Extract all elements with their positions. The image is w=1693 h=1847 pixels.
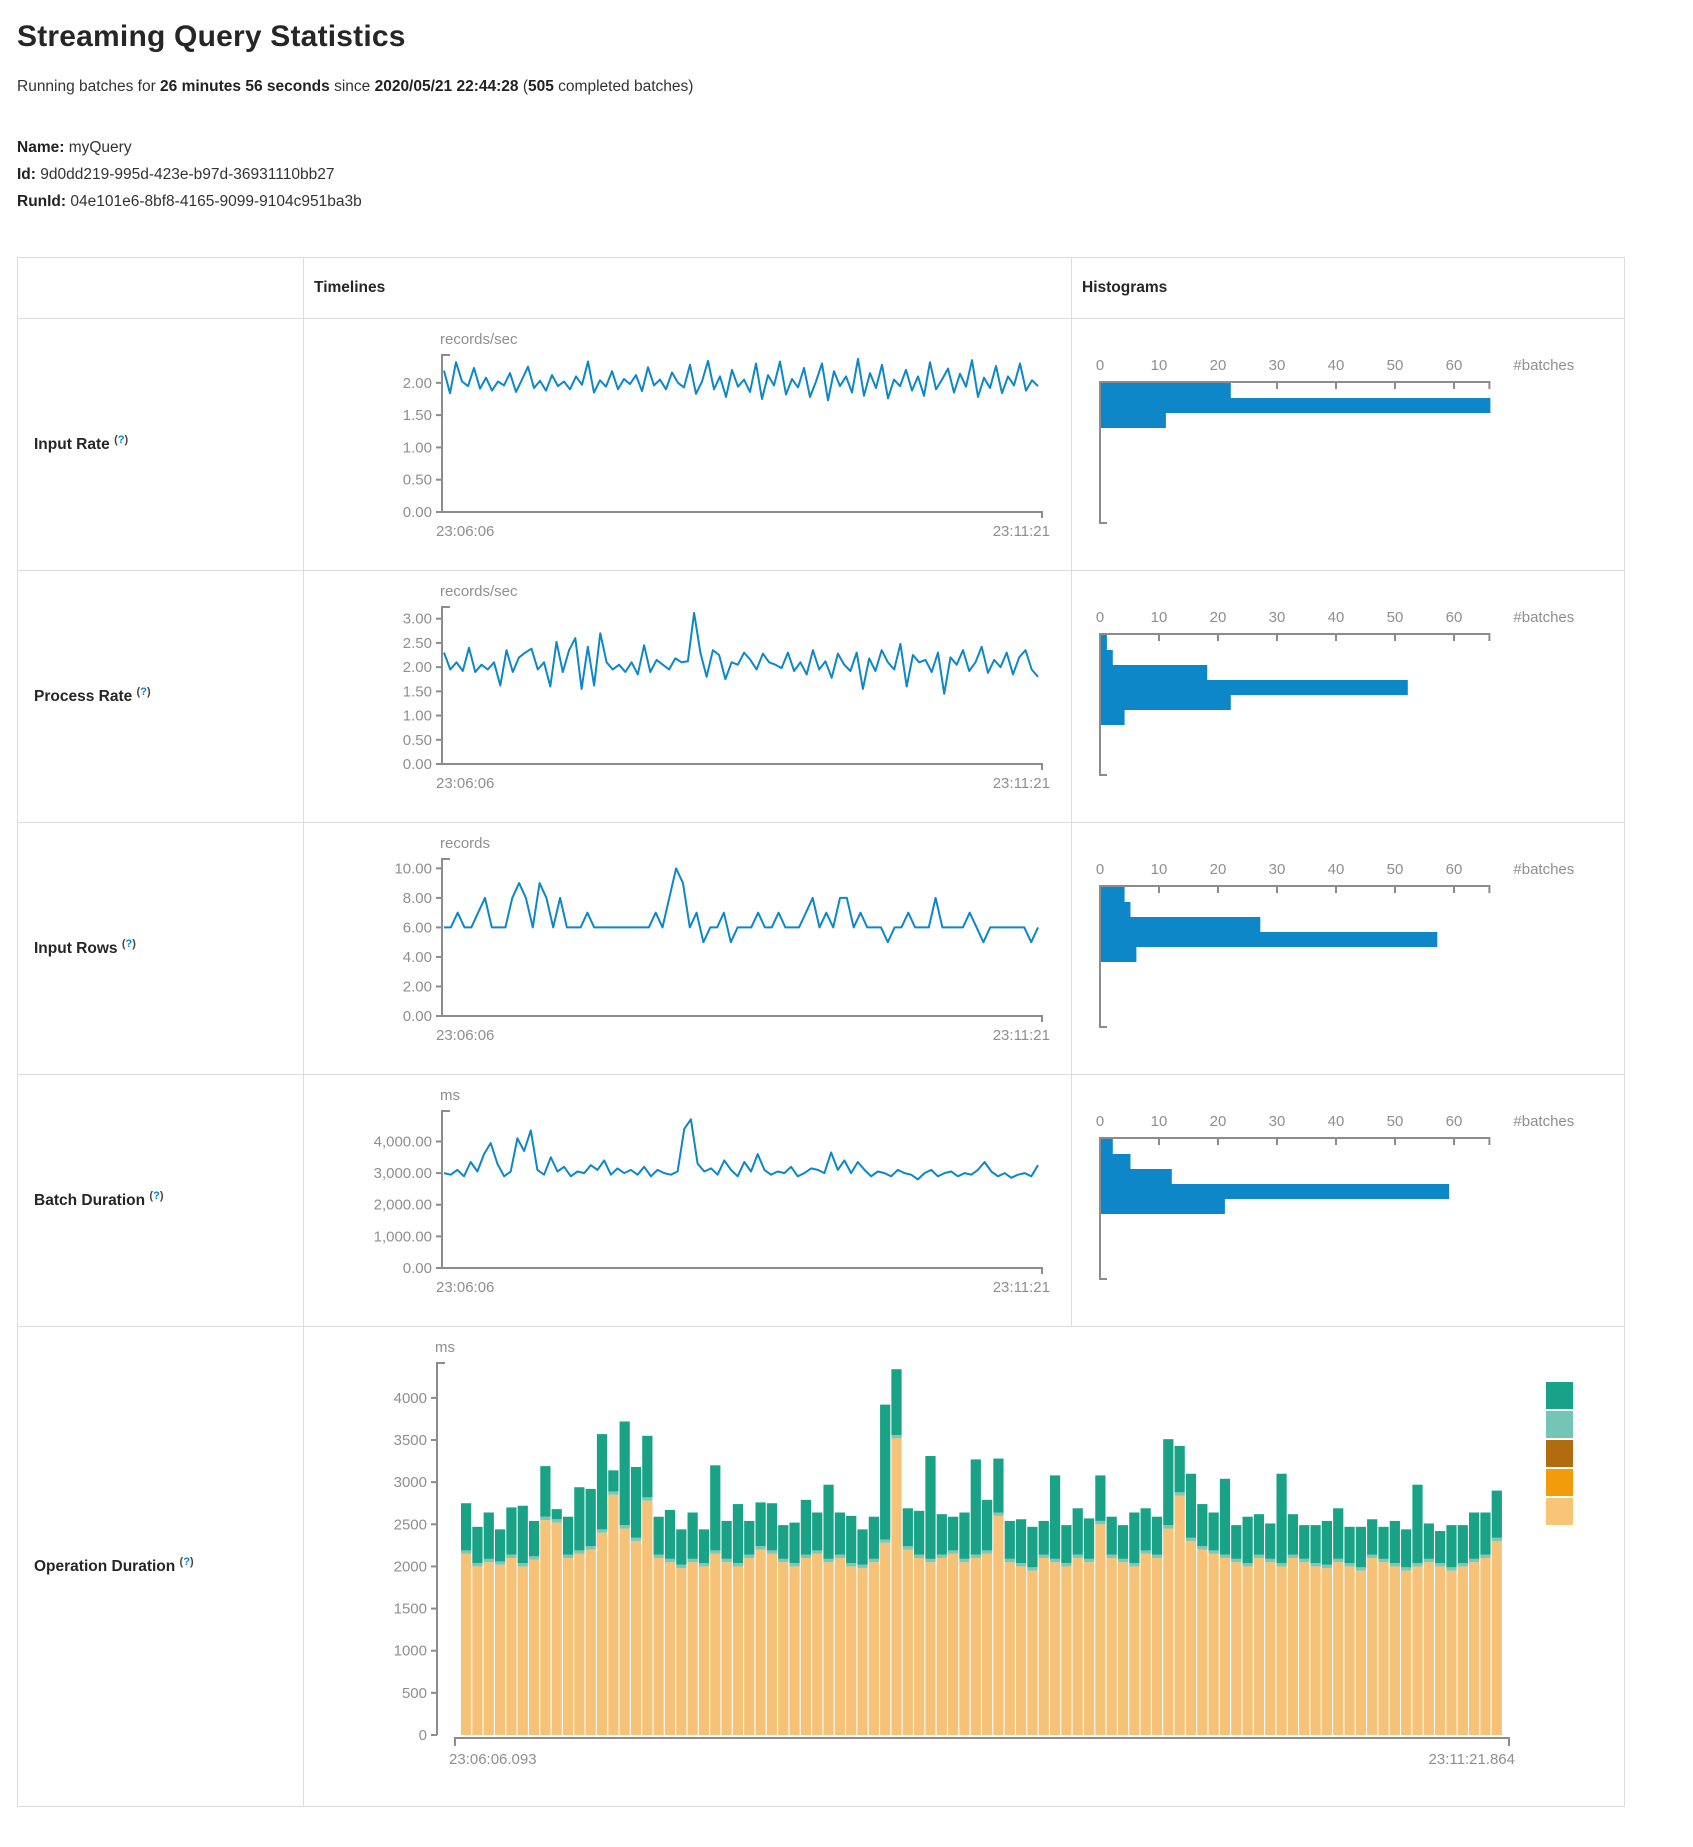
svg-text:2.50: 2.50 bbox=[402, 634, 432, 652]
svg-text:ms: ms bbox=[435, 1339, 455, 1356]
legend-swatch-4 bbox=[1546, 1498, 1573, 1525]
query-name-line bbox=[17, 134, 1693, 161]
running-batches-summary bbox=[17, 78, 1693, 96]
svg-text:0: 0 bbox=[1095, 861, 1105, 878]
svg-text:23:11:21: 23:11:21 bbox=[992, 1027, 1050, 1044]
svg-text:60: 60 bbox=[1445, 1113, 1463, 1130]
svg-text:3000: 3000 bbox=[393, 1474, 427, 1492]
svg-text:3500: 3500 bbox=[393, 1432, 427, 1450]
help-icon[interactable]: (?) bbox=[149, 1190, 164, 1203]
svg-text:0.00: 0.00 bbox=[402, 504, 432, 521]
svg-text:10: 10 bbox=[1150, 609, 1168, 626]
help-icon[interactable]: (?) bbox=[136, 686, 151, 699]
svg-text:500: 500 bbox=[401, 1684, 427, 1702]
help-icon[interactable]: (?) bbox=[179, 1556, 194, 1569]
svg-text:records/sec: records/sec bbox=[440, 331, 518, 348]
help-icon[interactable]: (?) bbox=[121, 938, 136, 951]
svg-text:#batches: #batches bbox=[1513, 609, 1575, 626]
svg-text:#batches: #batches bbox=[1513, 861, 1575, 878]
svg-text:1.00: 1.00 bbox=[402, 439, 432, 457]
table-row bbox=[18, 1075, 1625, 1327]
svg-text:0: 0 bbox=[1095, 357, 1105, 374]
svg-text:40: 40 bbox=[1327, 357, 1345, 374]
svg-text:20: 20 bbox=[1209, 357, 1227, 374]
svg-text:3,000.00: 3,000.00 bbox=[373, 1165, 432, 1183]
page-title: Streaming Query Statistics bbox=[17, 20, 406, 53]
input-rate-timeline-chart bbox=[312, 327, 1053, 557]
svg-text:1.00: 1.00 bbox=[402, 707, 432, 725]
process-rate-histogram-chart bbox=[1080, 579, 1612, 809]
svg-text:1000: 1000 bbox=[393, 1642, 427, 1660]
svg-text:ms: ms bbox=[440, 1087, 460, 1104]
svg-text:0: 0 bbox=[1095, 609, 1105, 626]
svg-text:30: 30 bbox=[1268, 609, 1286, 626]
row-label-batch-duration bbox=[18, 1075, 304, 1327]
svg-text:23:06:06.093: 23:06:06.093 bbox=[449, 1751, 537, 1768]
legend-swatch-3 bbox=[1546, 1469, 1573, 1496]
svg-text:1.50: 1.50 bbox=[402, 407, 432, 425]
svg-text:60: 60 bbox=[1445, 357, 1463, 374]
summary-since: since bbox=[329, 78, 375, 95]
svg-text:40: 40 bbox=[1327, 861, 1345, 878]
legend-swatch-2 bbox=[1546, 1440, 1573, 1467]
svg-text:2,000.00: 2,000.00 bbox=[373, 1196, 432, 1214]
svg-text:3.00: 3.00 bbox=[402, 610, 432, 628]
row-label-input-rows bbox=[18, 823, 304, 1075]
question-mark-icon[interactable]: ? bbox=[153, 1190, 160, 1203]
svg-text:50: 50 bbox=[1386, 1113, 1404, 1130]
svg-text:23:11:21: 23:11:21 bbox=[992, 523, 1050, 540]
legend-swatch-1 bbox=[1546, 1411, 1573, 1438]
query-id-label: Id: bbox=[17, 166, 36, 183]
svg-text:50: 50 bbox=[1386, 609, 1404, 626]
table-row bbox=[18, 319, 1625, 571]
svg-text:23:11:21: 23:11:21 bbox=[992, 775, 1050, 792]
svg-text:0.00: 0.00 bbox=[402, 756, 432, 773]
svg-text:1500: 1500 bbox=[393, 1600, 427, 1618]
row-label-text: Input Rows bbox=[34, 940, 122, 958]
help-icon[interactable]: (?) bbox=[114, 434, 129, 447]
svg-text:50: 50 bbox=[1386, 861, 1404, 878]
svg-text:30: 30 bbox=[1268, 1113, 1286, 1130]
summary-start-time: 2020/05/21 22:44:28 bbox=[374, 78, 519, 95]
table-row bbox=[18, 571, 1625, 823]
svg-text:#batches: #batches bbox=[1513, 1113, 1575, 1130]
row-label-text: Operation Duration bbox=[34, 1558, 180, 1576]
svg-text:0.50: 0.50 bbox=[402, 471, 432, 489]
question-mark-icon[interactable]: ? bbox=[117, 434, 125, 447]
svg-text:records: records bbox=[440, 835, 491, 852]
row-label-text: Process Rate bbox=[34, 688, 137, 706]
svg-text:2.00: 2.00 bbox=[402, 978, 432, 996]
svg-text:4.00: 4.00 bbox=[402, 948, 432, 966]
timelines-column-header: Timelines bbox=[304, 258, 1072, 319]
row-label-text: Batch Duration bbox=[34, 1192, 150, 1210]
svg-text:0: 0 bbox=[418, 1727, 427, 1744]
svg-text:20: 20 bbox=[1209, 1113, 1227, 1130]
operation-duration-stacked-chart bbox=[312, 1335, 1595, 1793]
legend-swatch-0 bbox=[1546, 1382, 1573, 1409]
question-mark-icon[interactable]: ? bbox=[183, 1556, 190, 1569]
histograms-column-header: Histograms bbox=[1072, 258, 1625, 319]
svg-text:23:06:06: 23:06:06 bbox=[436, 1279, 495, 1296]
svg-text:8.00: 8.00 bbox=[402, 889, 432, 907]
svg-text:30: 30 bbox=[1268, 861, 1286, 878]
input-rows-timeline-chart bbox=[312, 831, 1053, 1061]
question-mark-icon[interactable]: ? bbox=[125, 938, 133, 951]
svg-text:0.00: 0.00 bbox=[402, 1260, 432, 1277]
table-row bbox=[18, 823, 1625, 1075]
svg-text:0: 0 bbox=[1095, 1113, 1105, 1130]
svg-text:2500: 2500 bbox=[393, 1516, 427, 1534]
svg-text:0.50: 0.50 bbox=[402, 731, 432, 749]
svg-text:4,000.00: 4,000.00 bbox=[373, 1133, 432, 1151]
query-name-value: myQuery bbox=[68, 139, 132, 156]
svg-text:23:11:21.864: 23:11:21.864 bbox=[1428, 1751, 1515, 1768]
svg-text:10: 10 bbox=[1150, 357, 1168, 374]
svg-text:2000: 2000 bbox=[393, 1558, 427, 1576]
query-runid-label: RunId: bbox=[17, 193, 67, 210]
input-rate-histogram-chart bbox=[1080, 327, 1612, 557]
svg-text:50: 50 bbox=[1386, 357, 1404, 374]
svg-text:0.00: 0.00 bbox=[402, 1008, 432, 1025]
question-mark-icon[interactable]: ? bbox=[140, 686, 147, 699]
query-name-label: Name: bbox=[17, 139, 65, 156]
statistics-table bbox=[17, 257, 1625, 1807]
summary-completed-count: 505 bbox=[527, 78, 554, 95]
input-rows-histogram-chart bbox=[1080, 831, 1612, 1061]
svg-text:23:11:21: 23:11:21 bbox=[992, 1279, 1050, 1296]
summary-suffix: completed batches) bbox=[553, 78, 694, 95]
svg-text:2.00: 2.00 bbox=[402, 374, 432, 392]
svg-text:20: 20 bbox=[1209, 609, 1227, 626]
batch-duration-timeline-chart bbox=[312, 1083, 1053, 1313]
svg-text:10: 10 bbox=[1150, 861, 1168, 878]
summary-duration: 26 minutes 56 seconds bbox=[160, 78, 330, 95]
batch-duration-histogram-chart bbox=[1080, 1083, 1612, 1313]
svg-text:30: 30 bbox=[1268, 357, 1286, 374]
svg-text:#batches: #batches bbox=[1513, 357, 1575, 374]
svg-text:60: 60 bbox=[1445, 609, 1463, 626]
process-rate-timeline-chart bbox=[312, 579, 1053, 809]
svg-text:6.00: 6.00 bbox=[402, 919, 432, 937]
svg-text:40: 40 bbox=[1327, 1113, 1345, 1130]
row-label-process-rate bbox=[18, 571, 304, 823]
svg-text:records/sec: records/sec bbox=[440, 583, 518, 600]
svg-text:10: 10 bbox=[1150, 1113, 1168, 1130]
svg-text:23:06:06: 23:06:06 bbox=[436, 1027, 495, 1044]
svg-text:1,000.00: 1,000.00 bbox=[373, 1228, 432, 1246]
row-label-text: Input Rate bbox=[34, 436, 115, 454]
svg-text:2.00: 2.00 bbox=[402, 659, 432, 677]
row-label-operation-duration bbox=[18, 1327, 304, 1807]
query-meta bbox=[17, 134, 1693, 215]
svg-text:60: 60 bbox=[1445, 861, 1463, 878]
svg-text:4000: 4000 bbox=[393, 1389, 427, 1407]
query-id-line bbox=[17, 161, 1693, 188]
svg-text:23:06:06: 23:06:06 bbox=[436, 523, 495, 540]
row-label-input-rate bbox=[18, 319, 304, 571]
summary-paren: ( bbox=[518, 78, 528, 95]
table-header-row bbox=[18, 258, 1625, 319]
svg-text:10.00: 10.00 bbox=[394, 860, 432, 878]
query-runid-value: 04e101e6-8bf8-4165-9099-9104c951ba3b bbox=[70, 193, 362, 210]
svg-text:40: 40 bbox=[1327, 609, 1345, 626]
query-id-value: 9d0dd219-995d-423e-b97d-36931110bb27 bbox=[40, 166, 335, 183]
svg-text:1.50: 1.50 bbox=[402, 683, 432, 701]
query-runid-line bbox=[17, 188, 1693, 215]
svg-text:23:06:06: 23:06:06 bbox=[436, 775, 495, 792]
svg-text:20: 20 bbox=[1209, 861, 1227, 878]
table-row bbox=[18, 1327, 1625, 1807]
label-column-header bbox=[18, 258, 304, 319]
summary-prefix: Running batches for bbox=[17, 78, 161, 95]
